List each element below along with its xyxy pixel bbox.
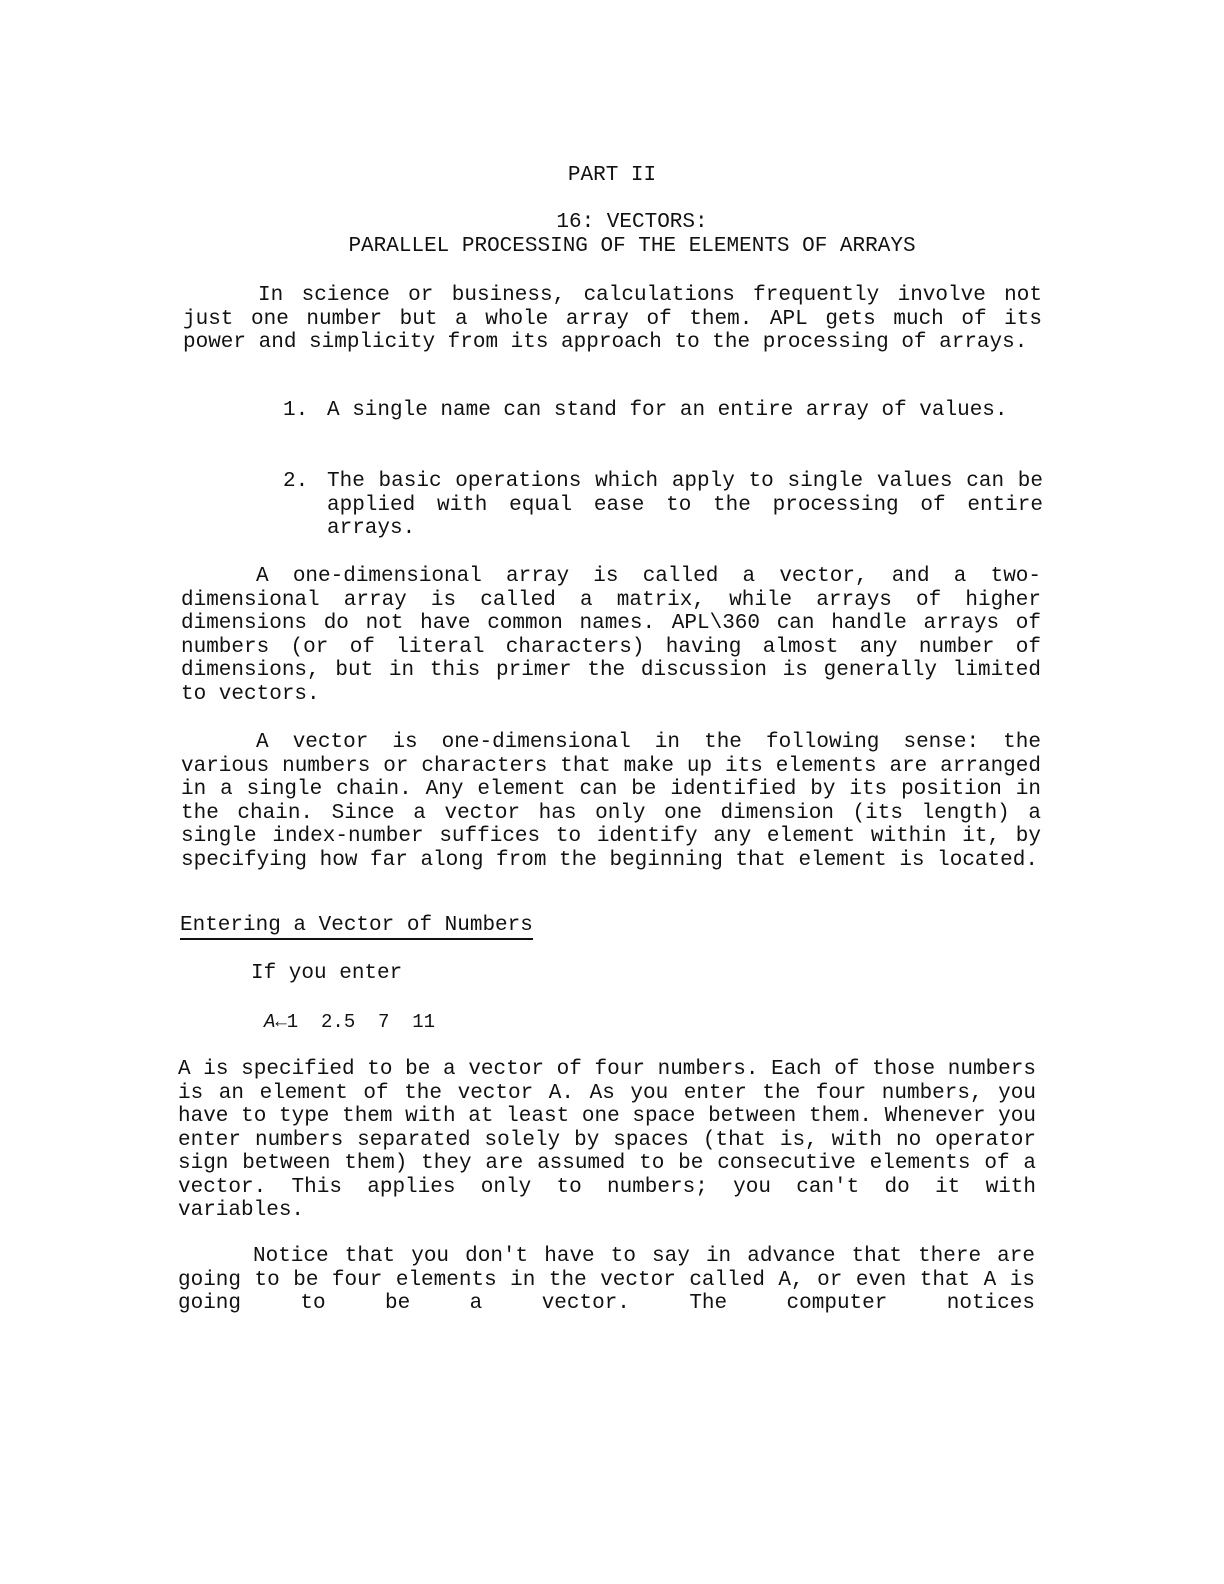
- specified-paragraph: A is specified to be a vector of four numbers. Each of those numbers is an element of the vector A. As you enter the four numbers, you have to type them with at least one space between them. Whenever you enter numbers separated solely by spaces (that is, with no operator sign between them) they are assumed to be consecutive elements of a vector. This applies only to numbers; you can't do it with variables.: [178, 1058, 1036, 1222]
- section-lead: If you enter: [251, 962, 403, 985]
- notice-paragraph: Notice that you don't have to say in advance that there are going to be four elements in the vector called A, or even that A is going to be a vector. The computer notices: [178, 1245, 1035, 1315]
- chapter-subtitle: PARALLEL PROCESSING OF THE ELEMENTS OF ARRAYS: [348, 235, 916, 258]
- dimensional-paragraph: A one-dimensional array is called a vector, and a two-dimensional array is called a matrix, while arrays of higher dimensions do not have common names. APL\360 can handle arrays of numbers (or of literal characters) having almost any number of dimensions, but in this primer the discussion is generally limited to vectors.: [181, 565, 1041, 706]
- vector-sense-paragraph: A vector is one-dimensional in the following sense: the various numbers or characters that make up its elements are arranged in a single chain. Any element can be identified by its position in the chain. Since a vector has only one dimension (its length) a single index-number suffices to identify any element within it, by specifying how far along from the beginning that element is located.: [181, 731, 1041, 872]
- part-title: PART II: [567, 164, 657, 187]
- code-assignment: ←1 2.5 7 11: [275, 1011, 436, 1033]
- code-line: [264, 1011, 435, 1033]
- list-item-text: A single name can stand for an entire array of values.: [327, 399, 1008, 422]
- intro-paragraph: In science or business, calculations frequently involve not just one number but a whole array of them. APL gets much of its power and simplicity from its approach to the processing of arrays.: [183, 284, 1042, 354]
- list-item-number: 2.: [283, 470, 309, 493]
- list-item-number: 1.: [283, 399, 309, 422]
- chapter-number-line: 16: VECTORS:: [556, 211, 708, 234]
- code-variable: A: [264, 1011, 276, 1033]
- section-heading: Entering a Vector of Numbers: [180, 914, 533, 940]
- list-item-text: The basic operations which apply to single values can be applied with equal ease to the processing of entire arrays.: [327, 470, 1043, 540]
